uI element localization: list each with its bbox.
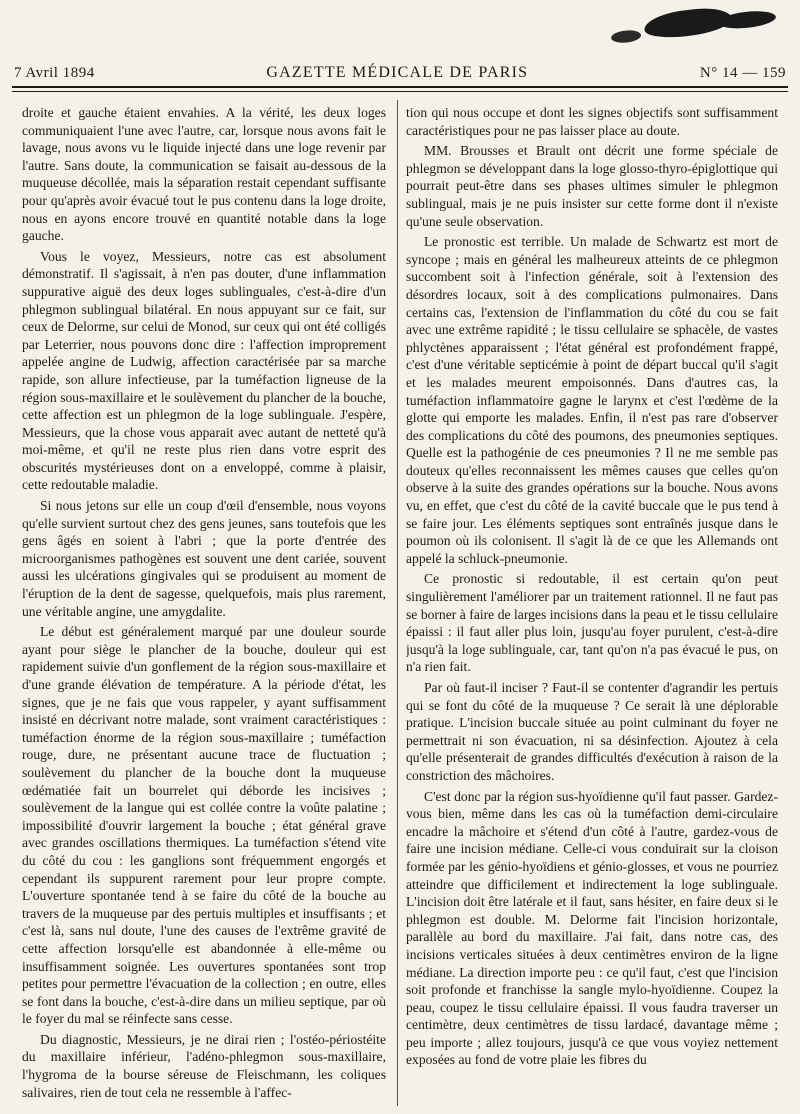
paragraph: MM. Brousses et Brault ont décrit une forme spéciale de phlegmon se développant dans la loge glosso-thyro-épiglottique qui pourrait peut-être dans ses phases ultimes simuler le phlegmon sublingual, mais je ne puis insister sur cette forme dont il n'existe qu'une seule observation. bbox=[406, 143, 778, 229]
paragraph: Le pronostic est terrible. Un malade de Schwartz est mort de syncope ; mais en général les malheureux atteints de ce phlegmon succombent soit à l'infection générale, soit à l'extension des désordres locaux, soit à des complications pulmonaires. Dans certains cas, l'extension de l'inflammation du côté du cou se fait avec une extrême rapidité ; le tissu cellulaire se sphacèle, de vastes phlyctènes apparaissent ; l'état général est profondément frappé, c'est d'une véritable septicémie à point de départ buccal qu'il s'agit et les malades meurent empoisonnés. Dans d'autres cas, la tuméfaction inflammatoire gagne le larynx et c'est l'œdème de la glotte qui emporte les malades. Enfin, il n'est pas rare d'observer des complications du côté des poumons, des pneumonies septiques. Quelle est la pathogénie de ces pneumonies ? Il ne me semble pas douteux qu'elles reconnaissent les mêmes causes que celles qu'on observe à la suite des grandes opérations sur la bouche. Nous avons vu, en effet, que c'est du côté de la cavité buccale que le pus tend à se faire jour. Les éléments septiques sont entraînés jusque dans le poumon où ils colonisent. Il s'agit là de ce que les Allemands ont appelé la schluck-pneumonie. bbox=[406, 234, 778, 566]
column-divider bbox=[397, 100, 398, 1106]
left-column bbox=[22, 104, 386, 1106]
paragraph: C'est donc par la région sus-hyoïdienne qu'il faut passer. Gardez-vous bien, même dans les cas où la tuméfaction demi-circulaire encadre la mâchoire et s'étend d'un côté à l'autre, gardez-vous de faire une incision médiane. Celle-ci vous conduirait sur la cloison formée par les génio-hyoïdiens et génio-glosses, et vous ne pourriez atteindre que difficilement et indirectement la loge sublinguale. L'incision doit être latérale et il faut, sans hésiter, en faire deux si le phlegmon est double. M. Delorme fait l'incision horizontale, parallèle au bord du maxillaire. J'ai fait, dans notre cas, des incisions verticales situées à deux centimètres environ de la ligne médiane. La direction importe peu : ce qu'il faut, c'est que l'incision soit profonde et franchisse la sangle mylo-hyoïdienne. Coupez la peau, coupez le tissu cellulaire épaissi. Il vous faudra traverser un centimètre, deux centimètres de tissu lardacé, davantage même ; peu importe ; allez toujours, jusqu'à ce que vous voyiez nettement exposées au fond de votre plaie les fibres du bbox=[406, 788, 778, 1068]
journal-title: GAZETTE MÉDICALE DE PARIS bbox=[266, 64, 529, 81]
issue-date: 7 Avril 1894 bbox=[14, 65, 95, 81]
paragraph: droite et gauche étaient envahies. A la vérité, les deux loges communiquaient l'une avec l'autre, car, lorsque nous avons fait le lavage, nous avons vu le liquide injecté dans une loge revenir par l'autre. Sans doute, la communication se faisait au-dessous de la muqueuse décollée, mais la séparation restait cependant suffisante pour qu'après avoir évacué tout le pus contenu dans la loge droite, nous en ayons encore trouvé en quantité notable dans la loge gauche. bbox=[22, 105, 386, 244]
ink-stain bbox=[643, 5, 733, 40]
header-rule-thin bbox=[12, 91, 788, 92]
paragraph: Du diagnostic, Messieurs, je ne dirai rien ; l'ostéo-périostéite du maxillaire inférieur, l'adéno-phlegmon sous-maxillaire, l'hygroma de la bourse séreuse de Fleischmann, les coliques salivaires, rien de tout cela ne ressemble à l'affec- bbox=[22, 1031, 386, 1100]
paragraph: tion qui nous occupe et dont les signes objectifs sont suffisamment caractéristiques pour ne pas laisser place au doute. bbox=[406, 105, 778, 138]
right-column bbox=[406, 104, 778, 1106]
page-header bbox=[14, 58, 786, 82]
paragraph: Ce pronostic si redoutable, il est certain qu'on peut singulièrement l'améliorer par un traitement rationnel. Il ne faut pas se borner à faire de larges incisions dans la peau et le tissu cellulaire épaissi : il faut aller plus loin, jusqu'au foyer purulent, c'est-à-dire jusqu'à la loge sublinguale, car, tant qu'on n'a pas évacué le pus, on n'a rien fait. bbox=[406, 571, 778, 675]
issue-page-number: N° 14 — 159 bbox=[699, 65, 786, 81]
paragraph: Le début est généralement marqué par une douleur sourde ayant pour siège le plancher de la bouche, douleur qui est rapidement suivie d'un gonflement de la région sous-maxillaire et d'une grande élévation de température. A la période d'état, les signes, que je ne fais que vous rappeler, y ayant suffisamment insisté en décrivant notre malade, sont vraiment caractéristiques : tuméfaction énorme de la région sous-maxillaire ; tuméfaction rouge, dure, ne présentant aucune trace de fluctuation ; soulèvement du plancher de la bouche dont la muqueuse œdématiée fait un bourrelet qui déborde les incisives ; soulèvement de la langue qui est collée contre la voûte palatine ; impossibilité d'ouvrir largement la bouche ; état général grave avec grandes oscillations thermiques. La tuméfaction s'étend vite du côté du cou : les ganglions sont fréquemment engorgés et cependant ils suppurent rarement pour leur propre compte. L'ouverture spontanée tend à se faire du côté de la bouche au travers de la muqueuse par des pertuis multiples et insuffisants ; et c'est là, sans nul doute, l'une des causes de l'extrême gravité de cette affection lorsqu'elle est abandonnée à elle-même ou insuffisamment soignée. Les ouvertures spontanées sont trop petites pour permettre l'évacuation de la collection ; en outre, elles se font dans la bouche, c'est-à-dire dans un milieu septique, par où le foyer du mal se réinfecte sans cesse. bbox=[22, 624, 386, 1027]
paragraph: Par où faut-il inciser ? Faut-il se contenter d'agrandir les pertuis qui se font du côté de la muqueuse ? Ce serait là une déplorable pratique. L'incision buccale située au point culminant du foyer ne permettrait ni son évacuation, ni sa désinfection. Ajoutez à cela qu'elle présenterait de grandes difficultés d'exécution à raison de la constriction des mâchoires. bbox=[406, 680, 778, 783]
paragraph: Si nous jetons sur elle un coup d'œil d'ensemble, nous voyons qu'elle survient surtout chez des gens jeunes, sans toutefois que les gens âgés en soient à l'abri ; que la porte d'entrée des microorganismes pathogènes est souvent une dent cariée, souvent aussi les ulcérations gingivales qui se produisent au moment de l'éruption de la dent de sagesse, quelquefois, mais plus rarement, une véritable angine, une amygdalite. bbox=[22, 498, 386, 619]
paragraph: Vous le voyez, Messieurs, notre cas est absolument démonstratif. Il s'agissait, à n'en pas douter, d'une inflammation suppurative aiguë des deux loges sublinguales, c'est-à-dire d'un phlegmon sublingual bilatéral. En nous appuyant sur ce fait, sur ceux de Delorme, sur celui de Monod, sur ceux qui ont été colligés par Leterrier, nous pouvons donc dire : l'affection improprement appelée angine de Ludwig, affection caractérisée par sa marche rapide, son allure infectieuse, par la tuméfaction ligneuse de la région sous-maxillaire et le soulèvement du plancher de la bouche, cette affection est un phlegmon de la loge sublinguale. J'espère, Messieurs, que la chose vous apparait avec autant de netteté qu'à moi-même, et qu'il ne reste plus rien dans votre esprit des obscurités mystérieuses dont on a enveloppé, comme à plaisir, cette redoutable maladie. bbox=[22, 248, 386, 493]
header-rule bbox=[12, 86, 788, 88]
